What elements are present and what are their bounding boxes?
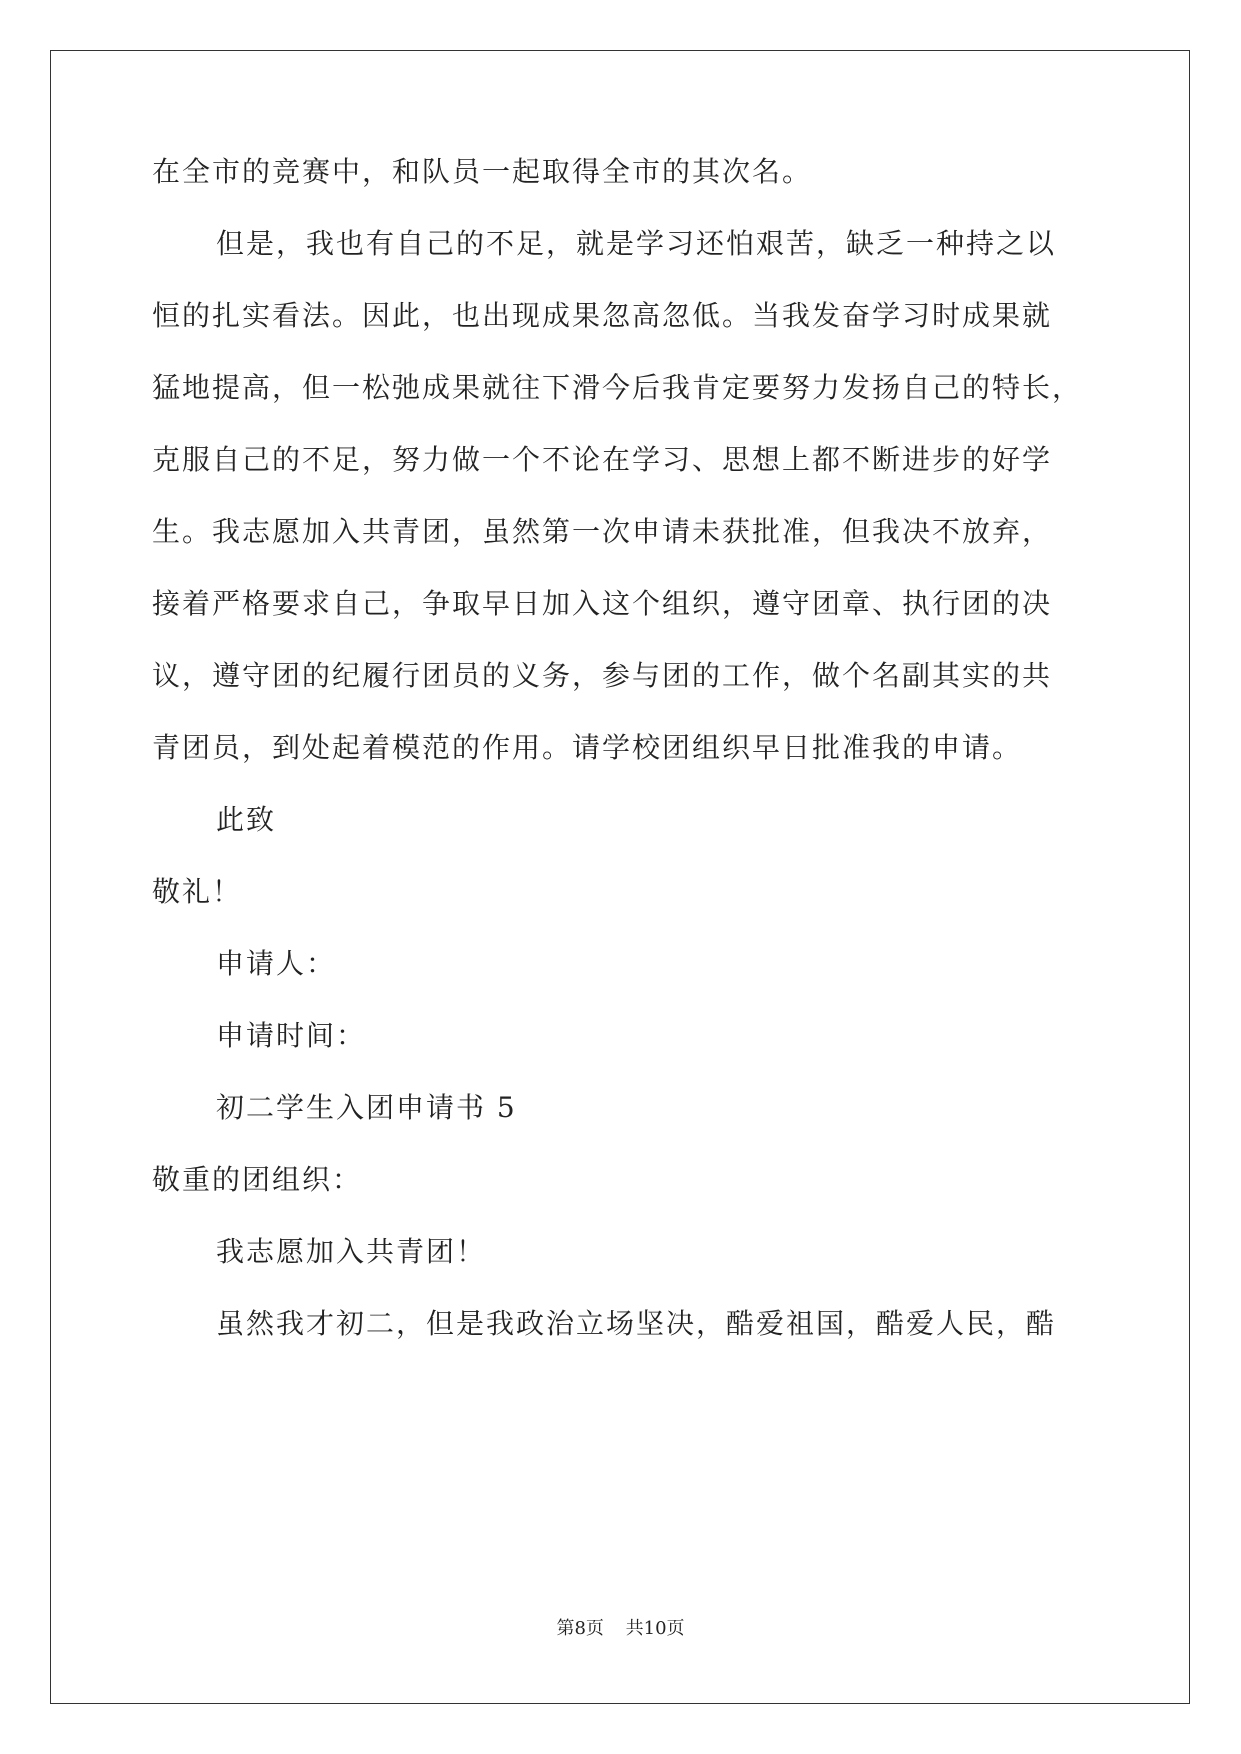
text-line: 猛地提高，但一松弛成果就往下滑今后我肯定要努力发扬自己的特长，	[152, 371, 1083, 404]
section-title: 初二学生入团申请书 5	[216, 1091, 517, 1124]
greeting: 敬重的团组织：	[152, 1163, 363, 1196]
page-footer	[0, 1617, 1241, 1641]
text-line: 虽然我才初二，但是我政治立场坚决，酷爱祖国，酷爱人民，酷	[216, 1307, 1057, 1340]
application-date-label: 申请时间：	[216, 1019, 367, 1052]
text-line: 但是，我也有自己的不足，就是学习还怕艰苦，缺乏一种持之以	[216, 227, 1057, 260]
text-line: 生。我志愿加入共青团，虽然第一次申请未获批准，但我决不放弃，	[152, 515, 1053, 548]
text-line: 克服自己的不足，努力做一个不论在学习、思想上都不断进步的好学	[152, 443, 1053, 476]
text-line: 恒的扎实看法。因此，也出现成果忽高忽低。当我发奋学习时成果就	[152, 299, 1053, 332]
text-line: 接着严格要求自己，争取早日加入这个组织，遵守团章、执行团的决	[152, 587, 1053, 620]
text-line: 我志愿加入共青团！	[216, 1235, 487, 1268]
applicant-label: 申请人：	[216, 947, 337, 980]
closing-salutation: 此致	[216, 803, 277, 836]
text-line: 议，遵守团的纪履行团员的义务，参与团的工作，做个名副其实的共	[152, 659, 1053, 692]
text-line: 青团员，到处起着模范的作用。请学校团组织早日批准我的申请。	[152, 731, 1023, 764]
page-number: 第8页	[556, 1618, 604, 1639]
text-line: 在全市的竞赛中，和队员一起取得全市的其次名。	[152, 155, 813, 188]
page-total: 共10页	[625, 1618, 685, 1639]
closing-respect: 敬礼！	[152, 875, 243, 908]
